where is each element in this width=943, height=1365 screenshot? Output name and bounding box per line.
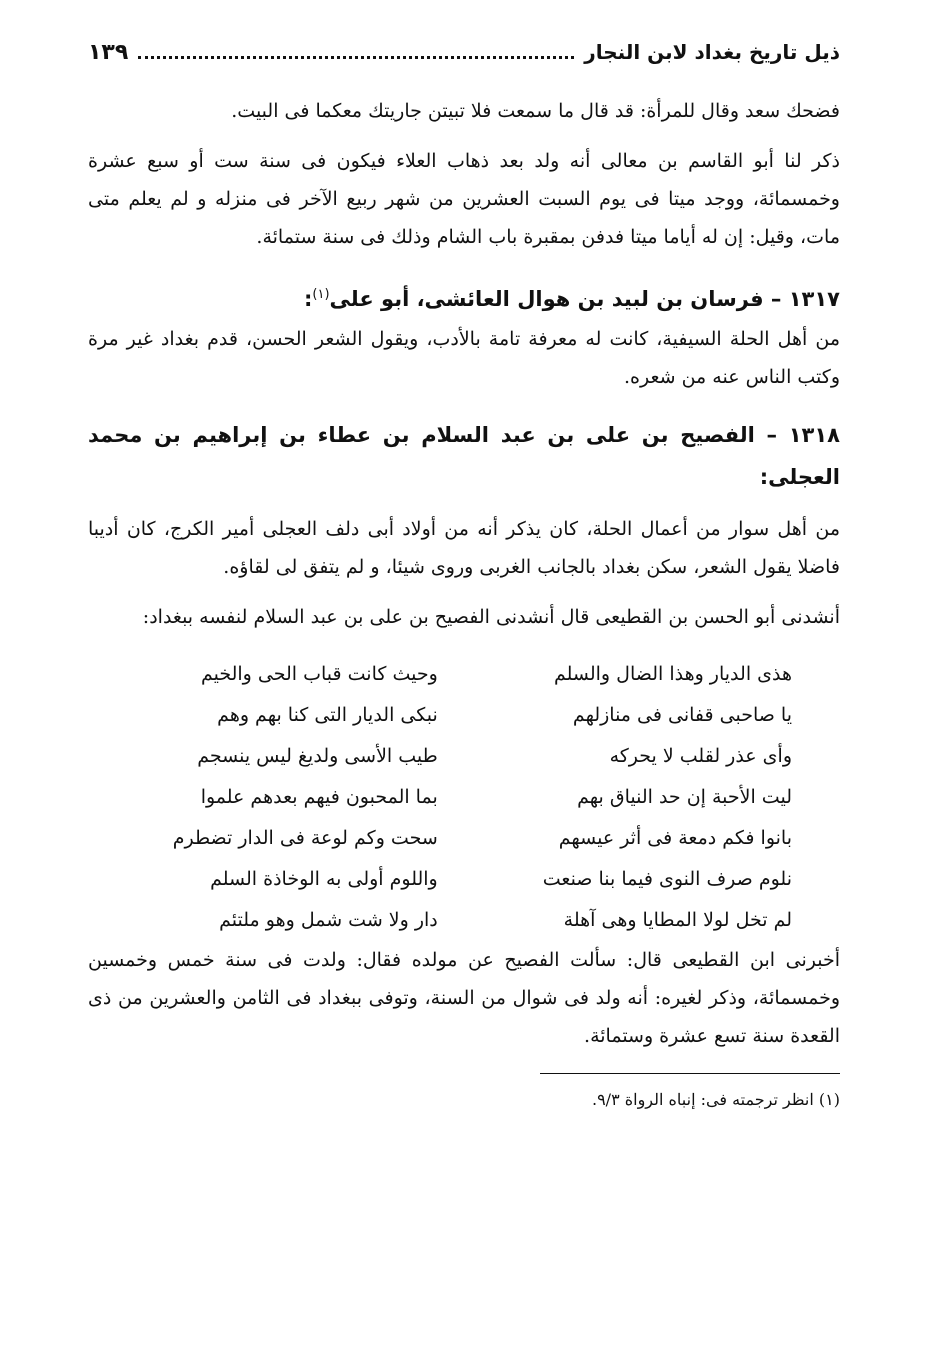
poem-verse: [136, 654, 792, 695]
entry-1318-title: ١٣١٨ – الفصيح بن على بن عبد السلام بن عطاء بن إبراهيم بن محمد العجلى:: [88, 423, 840, 489]
verse-first-hemistich: هذى الديار وهذا الضال والسلم: [553, 663, 792, 685]
paragraph-top-2: ذكر لنا أبو القاسم بن معالى أنه ولد بعد ذهاب العلاء فيكون فى سنة ست أو سبع عشرة وخمسمائة، ووجد ميتا فى يوم السبت العشرين من شهر ربيع الآخر فى منزله و لم يعلم متى مات، وقيل: إن له أياما ميتا فدفن بمقبرة باب الشام وذلك فى سنة ستمائة.: [88, 150, 840, 248]
poem-verse: [136, 859, 792, 900]
verse-first-hemistich: يا صاحبى قفانى فى منازلهم: [572, 704, 792, 726]
poem-verse: [136, 695, 792, 736]
verse-second-hemistich: سحت وكم لوعة فى الدار تضطرم: [172, 827, 438, 849]
verse-first-hemistich: نلوم صرف النوى فيما بنا صنعت: [542, 868, 792, 890]
running-header: [88, 40, 840, 74]
entry-1317-heading: ١٣١٧ – فرسان بن لبيد بن هوال العائشى، أبو على: [329, 287, 840, 311]
poem: [88, 654, 840, 941]
footnote-separator: [540, 1073, 840, 1074]
verse-first-hemistich: لم تخل لولا المطايا وهى آهلة: [563, 909, 792, 931]
footnote-ref: (١): [312, 287, 330, 302]
verse-first-hemistich: ليت الأحبة إن حد النياق بهم: [577, 786, 792, 808]
entry-1318-body-2: أنشدنى أبو الحسن بن القطيعى قال أنشدنى الفصيح بن على بن عبد السلام لنفسه ببغداد:: [142, 606, 840, 628]
book-title: ذيل تاريخ بغداد لابن النجار: [584, 40, 840, 64]
paragraph-after-poem: أخبرنى ابن القطيعى قال: سألت الفصيح عن مولده فقال: ولدت فى سنة خمس وخمسين وخمسمائة، وذكر لغيره: أنه ولد فى شوال من السنة، وتوفى ببغداد فى الثامن والعشرين من ذى القعدة سنة تسع عشرة وستمائة.: [88, 949, 840, 1047]
poem-verse: [136, 777, 792, 818]
verse-second-hemistich: طيب الأسى ولديغ ليس ينسجم: [197, 745, 438, 767]
verse-second-hemistich: دار ولا شت شمل وهو ملتئم: [219, 909, 438, 931]
verse-second-hemistich: واللوم أولى به الوخاذة السلم: [210, 868, 438, 890]
entry-1317-colon: :: [304, 287, 313, 311]
poem-verse: [136, 818, 792, 859]
verse-second-hemistich: بما المحبون فيهم بعدهم علموا: [200, 786, 438, 808]
paragraph-top-1: فضحك سعد وقال للمرأة: قد قال ما سمعت فلا تبيتن جاريتك معكما فى البيت.: [231, 100, 840, 122]
header-dot-leader: [138, 56, 574, 59]
poem-verse: [136, 736, 792, 777]
page-number: ١٣٩: [88, 40, 129, 65]
verse-second-hemistich: وحيث كانت قباب الحى والخيم: [200, 663, 438, 685]
footnote-separator-wrap: [88, 1055, 840, 1077]
verse-first-hemistich: وأى عذر لقلب لا يحركه: [609, 745, 792, 767]
verse-first-hemistich: بانوا فكم دمعة فى أثر عيسهم: [558, 827, 792, 849]
entry-1318-body-1: من أهل سوار من أعمال الحلة، كان يذكر أنه من أولاد أبى دلف العجلى أمير الكرج، كان أديبا فاضلا يقول الشعر، سكن بغداد بالجانب الغربى وروى شيئا، و لم يتفق لى لقاؤه.: [88, 518, 840, 578]
entry-1317-title: [88, 274, 840, 320]
entry-1317-body: من أهل الحلة السيفية، كانت له معرفة تامة بالأدب، ويقول الشعر الحسن، قدم بغداد غير مرة وكتب الناس عنه من شعره.: [88, 328, 840, 388]
footnote: (١) انظر ترجمته فى: إنباه الرواة ٩/٣.: [591, 1090, 840, 1109]
document-page: [88, 40, 840, 1113]
verse-second-hemistich: نبكى الديار التى كنا بهم وهم: [217, 704, 438, 726]
poem-verse: [136, 900, 792, 941]
